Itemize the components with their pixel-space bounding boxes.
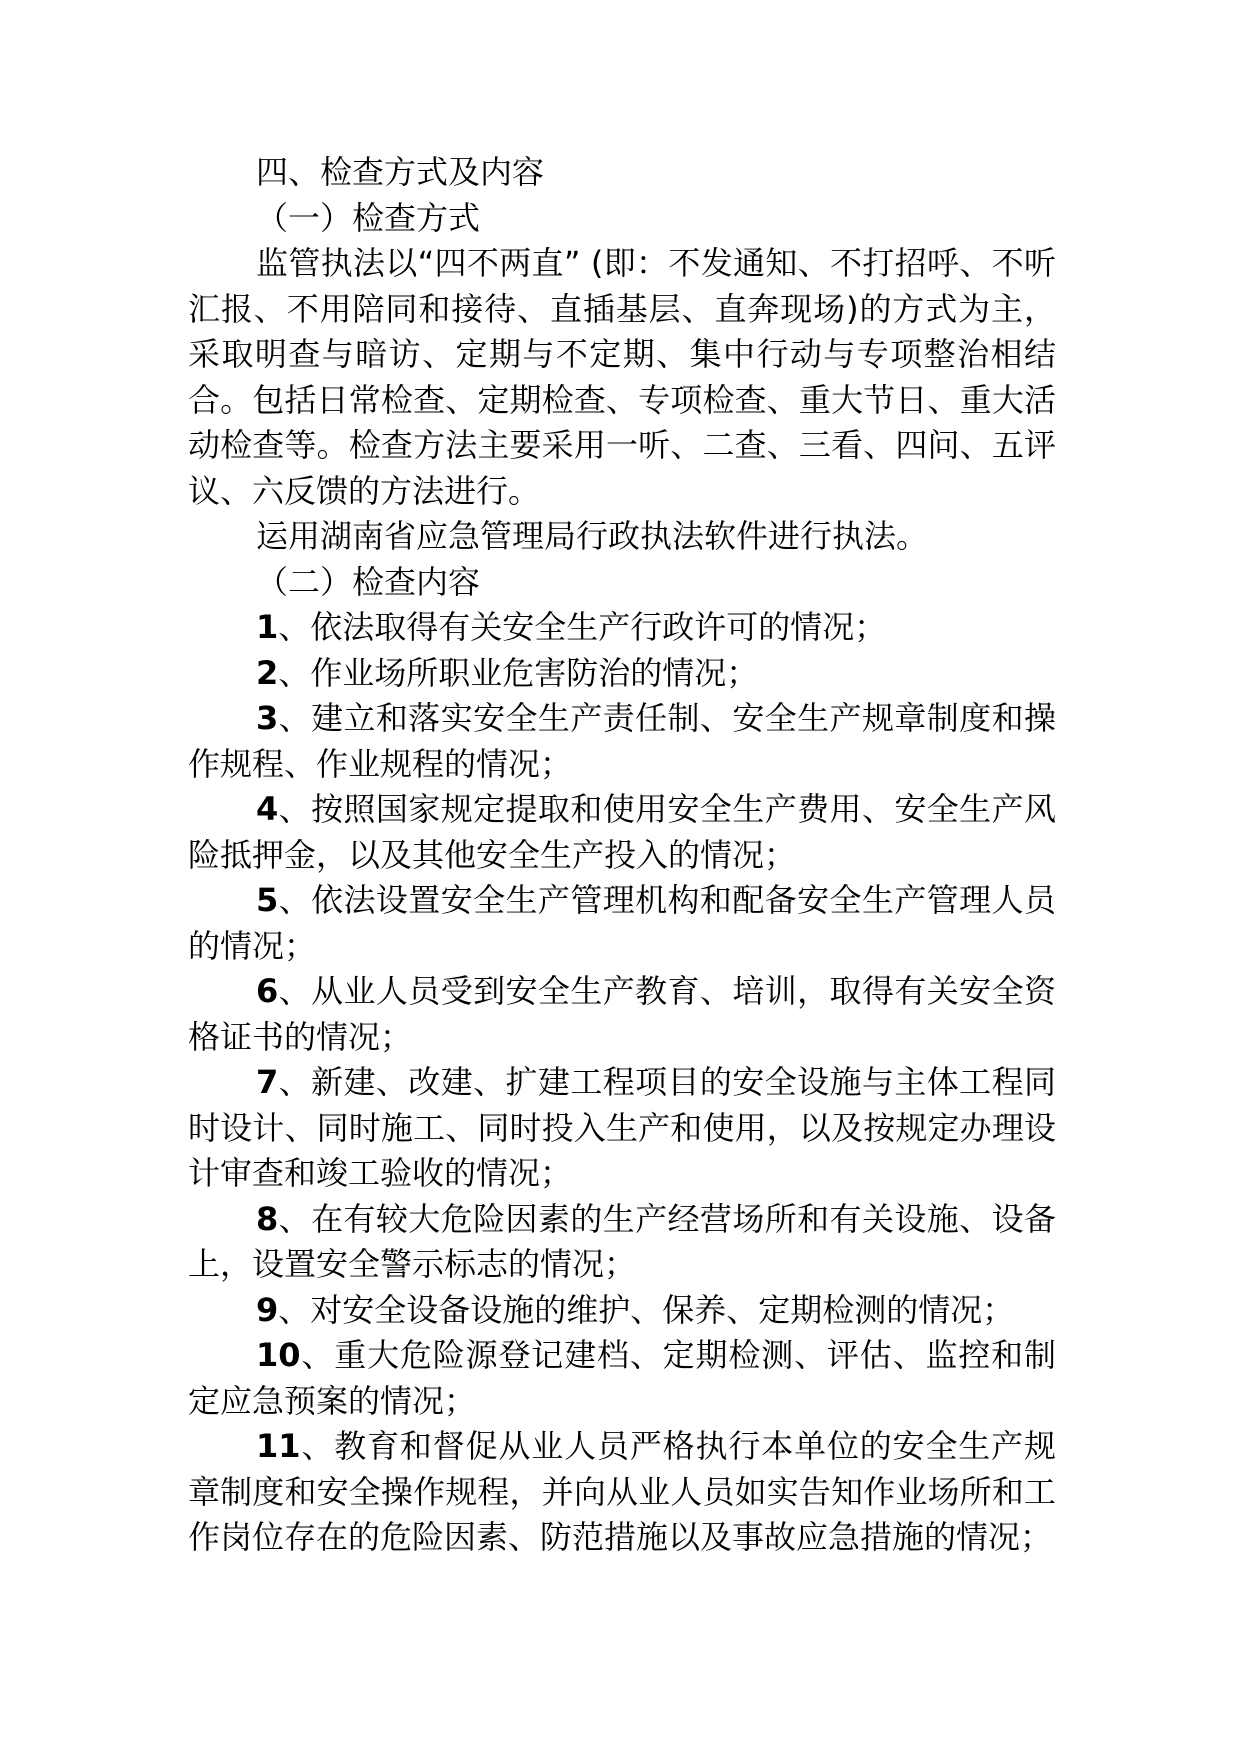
content-item	[188, 696, 1056, 787]
item-number: 10	[256, 1336, 301, 1374]
item-number: 2	[256, 653, 279, 692]
item-text: 、依法设置安全生产管理机构和配备安全生产管理人员的情况；	[188, 881, 1056, 965]
item-text: 、按照国家规定提取和使用安全生产费用、安全生产风险抵押金，以及其他安全生产投入的情况；	[188, 790, 1056, 874]
item-number: 5	[256, 881, 279, 919]
document-page	[188, 150, 1056, 1561]
item-text: 、作业场所职业危害防治的情况；	[278, 653, 759, 692]
item-number: 8	[256, 1199, 279, 1238]
item-text: 、重大危险源登记建档、定期检测、评估、监控和制定应急预案的情况；	[188, 1336, 1056, 1420]
method-paragraph: 监管执法以“四不两直” (即：不发通知、不打招呼、不听汇报、不用陪同和接待、直插基层、直奔现场)的方式为主，采取明查与暗访、定期与不定期、集中行动与专项整治相结合。包括日常检查、定期检查、专项检查、重大节日、重大活动检查等。检查方法主要采用一听、二查、三看、四问、五评议、六反馈的方法进行。	[188, 244, 1056, 510]
item-text: 、建立和落实安全生产责任制、安全生产规章制度和操作规程、作业规程的情况；	[188, 699, 1056, 783]
item-number: 6	[256, 972, 279, 1010]
content-item	[188, 787, 1056, 878]
item-number: 4	[256, 790, 279, 828]
item-number: 3	[256, 699, 279, 737]
item-number: 9	[256, 1290, 279, 1329]
content-item	[188, 878, 1056, 969]
section-title: 四、检查方式及内容	[256, 153, 545, 191]
item-text: 、新建、改建、扩建工程项目的安全设施与主体工程同时设计、同时施工、同时投入生产和使用，以及按规定办理设计审查和竣工验收的情况；	[188, 1063, 1056, 1192]
content-item	[188, 1197, 1056, 1288]
content-item	[188, 1333, 1056, 1424]
item-text: 、教育和督促从业人员严格执行本单位的安全生产规章制度和安全操作规程，并向从业人员如实告知作业场所和工作岗位存在的危险因素、防范措施以及事故应急措施的情况；	[188, 1427, 1056, 1556]
subsection-title-content: （二）检查内容	[256, 562, 481, 601]
content-item	[188, 969, 1056, 1060]
content-item	[188, 651, 1056, 697]
item-text: 、从业人员受到安全生产教育、培训，取得有关安全资格证书的情况；	[188, 972, 1056, 1056]
subsection-title-method: （一）检查方式	[256, 198, 481, 237]
item-number: 7	[256, 1063, 279, 1101]
item-text: 、在有较大危险因素的生产经营场所和有关设施、设备上，设置安全警示标志的情况；	[188, 1199, 1056, 1283]
content-item	[188, 1424, 1056, 1561]
content-item	[188, 605, 1056, 651]
item-text: 、对安全设备设施的维护、保养、定期检测的情况；	[278, 1290, 1015, 1329]
software-paragraph: 运用湖南省应急管理局行政执法软件进行执法。	[256, 517, 929, 555]
item-number: 11	[256, 1427, 301, 1465]
item-text: 、依法取得有关安全生产行政许可的情况；	[278, 608, 887, 646]
item-number: 1	[256, 608, 279, 646]
content-item	[188, 1060, 1056, 1197]
content-item	[188, 1288, 1056, 1334]
